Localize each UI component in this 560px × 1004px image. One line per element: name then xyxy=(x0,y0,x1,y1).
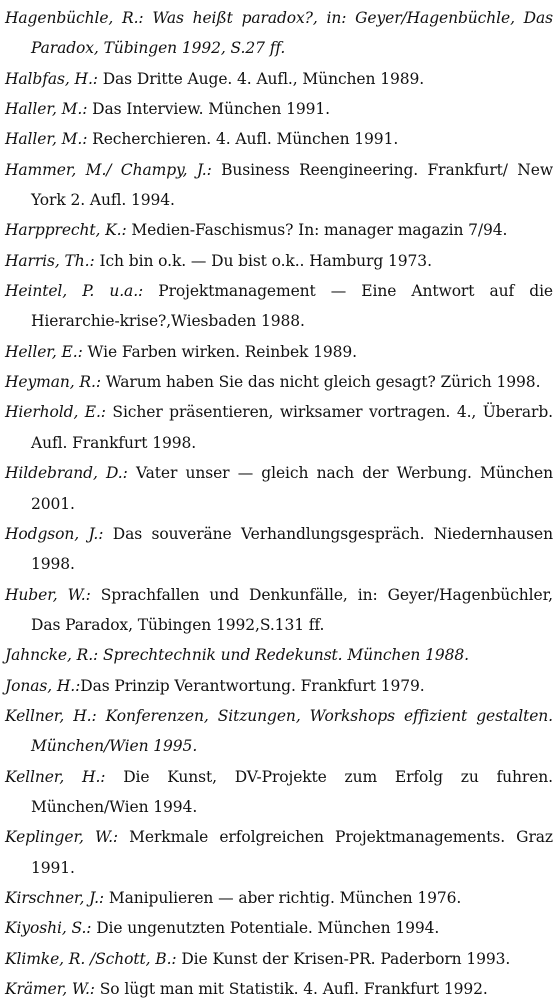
entry-text: Recherchieren. 4. Aufl. München 1991. xyxy=(87,130,399,149)
entry-text: Medien-Faschismus? In: manager magazin 7/94. xyxy=(126,221,508,240)
entry-author: Haller, M.: xyxy=(5,130,88,149)
entry-author: Halbfas, H.: xyxy=(5,69,98,88)
entry-text: Manipulieren — aber richtig. München 1976. xyxy=(104,888,462,907)
bibliography-entry xyxy=(5,276,553,337)
bibliography-entry xyxy=(5,701,553,762)
entry-text: Was heißt paradox?, in: Geyer/Hagenbüchle, Das Paradox, Tübingen 1992, S.27 ff. xyxy=(31,9,553,58)
bibliography-entry xyxy=(5,580,553,641)
bibliography-entry xyxy=(5,640,553,670)
entry-author: Hodgson, J.: xyxy=(5,524,104,543)
bibliography-entry xyxy=(5,367,553,397)
entry-text: Projektmanagement — Eine Antwort auf die Hierarchie-krise?,Wiesbaden 1988. xyxy=(31,282,553,331)
entry-text: Konferenzen, Sitzungen, Workshops effizient gestalten. München/Wien 1995. xyxy=(31,706,553,756)
bibliography-entry xyxy=(5,913,553,943)
entry-text: Wie Farben wirken. Reinbek 1989. xyxy=(82,342,358,361)
bibliography-entry xyxy=(5,671,553,701)
entry-author: Hammer, M./ Champy, J.: xyxy=(5,160,212,179)
entry-author: Krämer, W.: xyxy=(5,980,95,998)
entry-author: Hagenbüchle, R.: xyxy=(5,9,144,27)
bibliography-entry xyxy=(5,762,553,823)
entry-text: Sprachfallen und Denkunfälle, in: Geyer/Hagenbüchler, Das Paradox, Tübingen 1992,S.131 ff. xyxy=(31,585,554,634)
bibliography-entry xyxy=(5,3,553,64)
entry-author: Huber, W.: xyxy=(5,585,91,604)
bibliography-entry xyxy=(5,883,553,913)
bibliography-entry xyxy=(5,974,553,1004)
bibliography-entry xyxy=(5,155,553,216)
entry-text: Vater unser — gleich nach der Werbung. München 2001. xyxy=(31,464,553,513)
entry-text: Warum haben Sie das nicht gleich gesagt? Zürich 1998. xyxy=(100,373,541,392)
entry-author: Heyman, R.: xyxy=(5,373,101,392)
bibliography-entry xyxy=(5,822,553,883)
entry-text: Merkmale erfolgreichen Projektmanagements. Graz 1991. xyxy=(31,828,553,877)
entry-text: Sprechtechnik und Redekunst. München 1988. xyxy=(98,646,469,665)
bibliography-entry xyxy=(5,215,553,245)
entry-text: Die Kunst der Krisen-PR. Paderborn 1993. xyxy=(176,949,511,968)
entry-author: Keplinger, W.: xyxy=(5,828,119,847)
entry-author: Kiyoshi, S.: xyxy=(5,919,92,938)
entry-text: Das Interview. München 1991. xyxy=(87,100,330,119)
entry-text: Das souveräne Verhandlungsgespräch. Niedernhausen 1998. xyxy=(31,524,553,574)
entry-author: Jonas, H.: xyxy=(5,676,81,695)
entry-author: Kellner, H.: xyxy=(5,706,97,725)
entry-text: So lügt man mit Statistik. 4. Aufl. Frankfurt 1992. xyxy=(94,980,488,998)
entry-text: Das Prinzip Verantwortung. Frankfurt 1979. xyxy=(80,676,425,695)
entry-text: Ich bin o.k. — Du bist o.k.. Hamburg 1973. xyxy=(94,251,432,270)
bibliography-entry xyxy=(5,64,553,94)
bibliography-entry xyxy=(5,337,553,367)
bibliography-entry xyxy=(5,458,553,519)
entry-author: Kellner, H.: xyxy=(5,767,106,786)
entry-author: Haller, M.: xyxy=(5,100,88,119)
entry-author: Heller, E.: xyxy=(5,342,83,361)
bibliography-entry xyxy=(5,94,553,124)
entry-text: Das Dritte Auge. 4. Aufl., München 1989. xyxy=(97,69,425,88)
bibliography-entry xyxy=(5,397,553,458)
entry-author: Harris, Th.: xyxy=(5,251,95,270)
entry-text: Business Reengineering. Frankfurt/ New York 2. Aufl. 1994. xyxy=(31,160,553,210)
bibliography-entry xyxy=(5,246,553,276)
entry-author: Hildebrand, D.: xyxy=(5,464,128,483)
entry-author: Klimke, R. /Schott, B.: xyxy=(5,949,177,968)
entry-author: Kirschner, J.: xyxy=(5,888,105,907)
entry-author: Jahncke, R.: xyxy=(5,646,99,665)
entry-text: Die ungenutzten Potentiale. München 1994. xyxy=(91,919,440,938)
entry-text: Die Kunst, DV-Projekte zum Erfolg zu fuhren. München/Wien 1994. xyxy=(31,767,553,816)
entry-author: Hierhold, E.: xyxy=(5,403,106,422)
entry-text: Sicher präsentieren, wirksamer vortragen. 4., Überarb. Aufl. Frankfurt 1998. xyxy=(31,403,553,452)
bibliography-entry xyxy=(5,519,553,580)
entry-author: Heintel, P. u.a.: xyxy=(5,282,144,301)
bibliography-entry xyxy=(5,124,553,154)
entry-author: Harpprecht, K.: xyxy=(5,221,127,240)
bibliography-page xyxy=(5,3,553,1004)
